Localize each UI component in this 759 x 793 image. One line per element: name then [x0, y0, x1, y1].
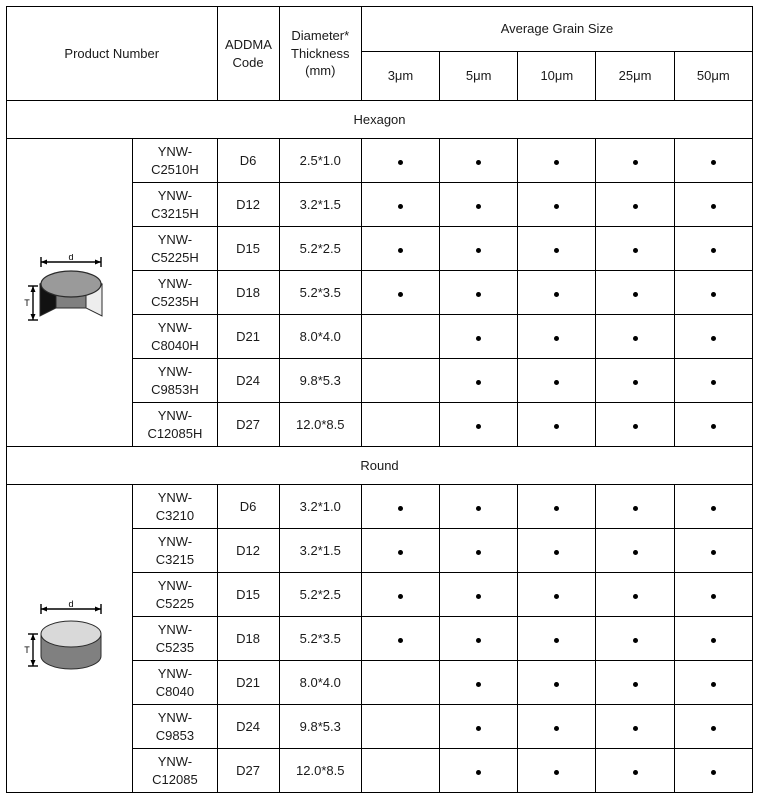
- grain-availability-25μm: [596, 271, 674, 315]
- product-number-line2: C5225: [155, 595, 195, 611]
- availability-dot: [476, 638, 481, 643]
- availability-dot: [633, 336, 638, 341]
- product-number-cell: [133, 485, 217, 529]
- product-number-cell: [133, 227, 217, 271]
- addma-code-cell: D12: [217, 183, 279, 227]
- availability-dot: [554, 770, 559, 775]
- availability-dot: [633, 638, 638, 643]
- addma-code-cell: D6: [217, 485, 279, 529]
- product-number-line1: YNW-: [157, 143, 193, 159]
- product-number-line2: C2510H: [151, 161, 199, 177]
- availability-dot: [476, 770, 481, 775]
- availability-dot: [476, 682, 481, 687]
- availability-dot: [398, 506, 403, 511]
- grain-availability-50μm: [674, 403, 752, 447]
- availability-empty: [398, 770, 403, 775]
- grain-availability-5μm: [440, 315, 518, 359]
- addma-code-cell: D15: [217, 573, 279, 617]
- header-diameter-line3: (mm): [305, 63, 336, 79]
- availability-dot: [398, 550, 403, 555]
- addma-code-cell: D12: [217, 529, 279, 573]
- availability-dot: [633, 682, 638, 687]
- diameter-thickness-cell: 5.2*3.5: [279, 617, 361, 661]
- section-header-row: [7, 101, 753, 139]
- product-number-line2: C5235H: [151, 293, 199, 309]
- product-number-line2: C5225H: [151, 249, 199, 265]
- grain-availability-10μm: [518, 661, 596, 705]
- diameter-thickness-cell: 5.2*2.5: [279, 227, 361, 271]
- product-number-cell: [133, 271, 217, 315]
- header-grain-size-10um: 10μm: [518, 52, 596, 101]
- availability-dot: [554, 594, 559, 599]
- table-body: [7, 101, 753, 793]
- grain-availability-50μm: [674, 359, 752, 403]
- addma-code-cell: D21: [217, 315, 279, 359]
- table-header: [7, 7, 753, 101]
- availability-dot: [711, 506, 716, 511]
- diameter-thickness-cell: 8.0*4.0: [279, 661, 361, 705]
- availability-empty: [398, 380, 403, 385]
- availability-dot: [633, 204, 638, 209]
- grain-availability-3μm: [361, 617, 439, 661]
- product-number-line2: C3210: [155, 507, 195, 523]
- product-number-cell: [133, 617, 217, 661]
- diameter-thickness-cell: 5.2*2.5: [279, 573, 361, 617]
- product-number-line1: YNW-: [157, 665, 193, 681]
- grain-availability-50μm: [674, 271, 752, 315]
- grain-availability-5μm: [440, 139, 518, 183]
- availability-dot: [711, 292, 716, 297]
- header-grain-size-3um: 3μm: [361, 52, 439, 101]
- product-number-line2: C8040: [155, 683, 195, 699]
- grain-availability-3μm: [361, 227, 439, 271]
- product-number-line2: C12085: [152, 771, 198, 787]
- grain-availability-3μm: [361, 705, 439, 749]
- availability-dot: [554, 424, 559, 429]
- grain-availability-5μm: [440, 403, 518, 447]
- product-number-cell: [133, 529, 217, 573]
- grain-availability-5μm: [440, 529, 518, 573]
- grain-availability-10μm: [518, 749, 596, 793]
- product-number-line2: C9853H: [151, 381, 199, 397]
- diameter-thickness-cell: 9.8*5.3: [279, 359, 361, 403]
- table-row: [7, 139, 753, 183]
- availability-dot: [476, 292, 481, 297]
- section-title-round: Round: [7, 447, 753, 485]
- availability-dot: [633, 292, 638, 297]
- product-number-cell: [133, 661, 217, 705]
- grain-availability-50μm: [674, 529, 752, 573]
- grain-availability-10μm: [518, 617, 596, 661]
- grain-availability-50μm: [674, 139, 752, 183]
- grain-availability-5μm: [440, 359, 518, 403]
- grain-availability-5μm: [440, 271, 518, 315]
- product-number-line1: YNW-: [157, 709, 193, 725]
- table-row: [7, 485, 753, 529]
- header-diameter-line1: Diameter*: [291, 28, 350, 44]
- grain-availability-5μm: [440, 705, 518, 749]
- grain-availability-25μm: [596, 227, 674, 271]
- product-number-line2: C5235: [155, 639, 195, 655]
- product-number-line1: YNW-: [157, 621, 193, 637]
- diameter-thickness-cell: 12.0*8.5: [279, 403, 361, 447]
- grain-availability-10μm: [518, 271, 596, 315]
- availability-dot: [554, 160, 559, 165]
- availability-dot: [633, 424, 638, 429]
- product-number-cell: [133, 359, 217, 403]
- availability-dot: [633, 726, 638, 731]
- availability-dot: [554, 336, 559, 341]
- grain-availability-10μm: [518, 315, 596, 359]
- svg-text:d: d: [68, 253, 74, 262]
- grain-availability-10μm: [518, 705, 596, 749]
- header-addma-code-line1: ADDMA: [224, 36, 272, 52]
- grain-availability-5μm: [440, 749, 518, 793]
- grain-availability-50μm: [674, 749, 752, 793]
- grain-availability-3μm: [361, 529, 439, 573]
- availability-dot: [711, 160, 716, 165]
- addma-code-cell: D27: [217, 403, 279, 447]
- header-addma-code: [217, 7, 279, 101]
- grain-availability-25μm: [596, 485, 674, 529]
- availability-dot: [554, 248, 559, 253]
- availability-dot: [476, 336, 481, 341]
- hexagon-prism-icon: [18, 254, 122, 332]
- addma-code-cell: D18: [217, 271, 279, 315]
- cylinder-icon: [18, 600, 122, 678]
- product-number-line1: YNW-: [157, 363, 193, 379]
- grain-availability-50μm: [674, 705, 752, 749]
- availability-dot: [398, 204, 403, 209]
- availability-dot: [554, 204, 559, 209]
- diameter-thickness-cell: 5.2*3.5: [279, 271, 361, 315]
- availability-dot: [398, 594, 403, 599]
- section-title-hexagon: Hexagon: [7, 101, 753, 139]
- grain-availability-10μm: [518, 227, 596, 271]
- availability-dot: [711, 336, 716, 341]
- diameter-thickness-cell: 3.2*1.5: [279, 183, 361, 227]
- header-diameter-thickness: [279, 7, 361, 101]
- section-header-row: [7, 447, 753, 485]
- grain-availability-3μm: [361, 315, 439, 359]
- diameter-thickness-cell: 3.2*1.0: [279, 485, 361, 529]
- availability-dot: [476, 550, 481, 555]
- availability-dot: [398, 638, 403, 643]
- availability-dot: [554, 506, 559, 511]
- addma-code-cell: D15: [217, 227, 279, 271]
- availability-dot: [633, 770, 638, 775]
- product-number-line1: YNW-: [157, 231, 193, 247]
- grain-availability-3μm: [361, 183, 439, 227]
- availability-dot: [398, 160, 403, 165]
- availability-empty: [398, 726, 403, 731]
- grain-availability-25μm: [596, 617, 674, 661]
- availability-dot: [711, 424, 716, 429]
- availability-empty: [398, 682, 403, 687]
- grain-availability-3μm: [361, 661, 439, 705]
- header-addma-code-line2: Code: [232, 54, 264, 70]
- availability-dot: [711, 638, 716, 643]
- product-number-line1: YNW-: [157, 319, 193, 335]
- availability-dot: [711, 726, 716, 731]
- availability-dot: [554, 380, 559, 385]
- product-number-line2: C12085H: [147, 425, 203, 441]
- product-number-line1: YNW-: [157, 489, 193, 505]
- addma-code-cell: D27: [217, 749, 279, 793]
- availability-dot: [711, 770, 716, 775]
- product-number-line2: C3215: [155, 551, 195, 567]
- availability-dot: [711, 550, 716, 555]
- header-diameter-line2: Thickness: [291, 45, 350, 61]
- grain-availability-25μm: [596, 139, 674, 183]
- grain-availability-50μm: [674, 485, 752, 529]
- grain-availability-3μm: [361, 271, 439, 315]
- product-number-line2: C9853: [155, 727, 195, 743]
- product-number-cell: [133, 315, 217, 359]
- header-grain-size-5um: 5μm: [440, 52, 518, 101]
- grain-availability-5μm: [440, 617, 518, 661]
- availability-dot: [476, 380, 481, 385]
- availability-dot: [554, 292, 559, 297]
- availability-dot: [476, 424, 481, 429]
- grain-availability-10μm: [518, 403, 596, 447]
- svg-text:T: T: [23, 644, 30, 655]
- diameter-thickness-cell: 12.0*8.5: [279, 749, 361, 793]
- grain-availability-10μm: [518, 359, 596, 403]
- diameter-thickness-cell: 9.8*5.3: [279, 705, 361, 749]
- product-number-line2: C8040H: [151, 337, 199, 353]
- availability-dot: [476, 248, 481, 253]
- product-number-line1: YNW-: [157, 275, 193, 291]
- product-number-line2: C3215H: [151, 205, 199, 221]
- availability-dot: [711, 594, 716, 599]
- grain-availability-50μm: [674, 661, 752, 705]
- grain-availability-25μm: [596, 315, 674, 359]
- grain-availability-3μm: [361, 485, 439, 529]
- product-number-line1: YNW-: [157, 533, 193, 549]
- grain-availability-5μm: [440, 227, 518, 271]
- availability-dot: [633, 506, 638, 511]
- grain-availability-25μm: [596, 749, 674, 793]
- availability-dot: [711, 204, 716, 209]
- diameter-thickness-cell: 8.0*4.0: [279, 315, 361, 359]
- header-product-number-line1: Product: [64, 45, 110, 61]
- header-product-number: [7, 7, 218, 101]
- grain-availability-50μm: [674, 227, 752, 271]
- header-product-number-line2: Number: [112, 45, 160, 61]
- availability-dot: [476, 160, 481, 165]
- availability-dot: [633, 550, 638, 555]
- grain-availability-10μm: [518, 139, 596, 183]
- addma-code-cell: D18: [217, 617, 279, 661]
- grain-availability-10μm: [518, 485, 596, 529]
- availability-empty: [398, 336, 403, 341]
- grain-availability-25μm: [596, 573, 674, 617]
- product-number-line1: YNW-: [157, 577, 193, 593]
- availability-dot: [476, 594, 481, 599]
- grain-availability-25μm: [596, 661, 674, 705]
- grain-availability-50μm: [674, 617, 752, 661]
- availability-dot: [633, 380, 638, 385]
- grain-availability-25μm: [596, 529, 674, 573]
- product-number-line1: YNW-: [157, 187, 193, 203]
- addma-code-cell: D24: [217, 359, 279, 403]
- grain-availability-50μm: [674, 315, 752, 359]
- grain-availability-5μm: [440, 573, 518, 617]
- availability-dot: [633, 160, 638, 165]
- diameter-thickness-cell: 3.2*1.5: [279, 529, 361, 573]
- grain-availability-5μm: [440, 183, 518, 227]
- availability-dot: [711, 682, 716, 687]
- availability-dot: [554, 726, 559, 731]
- grain-availability-50μm: [674, 573, 752, 617]
- grain-availability-10μm: [518, 183, 596, 227]
- product-number-cell: [133, 403, 217, 447]
- grain-availability-25μm: [596, 359, 674, 403]
- shape-illustration-hexagon: [7, 139, 133, 447]
- header-average-grain-size: Average Grain Size: [361, 7, 752, 52]
- availability-dot: [711, 248, 716, 253]
- availability-dot: [554, 550, 559, 555]
- grain-availability-10μm: [518, 529, 596, 573]
- header-grain-size-25um: 25μm: [596, 52, 674, 101]
- grain-availability-3μm: [361, 403, 439, 447]
- grain-availability-5μm: [440, 485, 518, 529]
- grain-availability-3μm: [361, 359, 439, 403]
- availability-dot: [398, 248, 403, 253]
- svg-text:T: T: [23, 297, 30, 308]
- shape-illustration-round: [7, 485, 133, 793]
- product-number-line1: YNW-: [157, 753, 193, 769]
- grain-availability-25μm: [596, 183, 674, 227]
- product-number-line1: YNW-: [157, 407, 193, 423]
- grain-availability-50μm: [674, 183, 752, 227]
- grain-availability-3μm: [361, 573, 439, 617]
- availability-dot: [633, 248, 638, 253]
- availability-dot: [476, 726, 481, 731]
- product-number-cell: [133, 183, 217, 227]
- product-number-cell: [133, 749, 217, 793]
- grain-availability-25μm: [596, 403, 674, 447]
- grain-availability-25μm: [596, 705, 674, 749]
- availability-dot: [554, 682, 559, 687]
- product-number-cell: [133, 573, 217, 617]
- availability-dot: [554, 638, 559, 643]
- grain-availability-3μm: [361, 749, 439, 793]
- addma-code-cell: D6: [217, 139, 279, 183]
- grain-availability-5μm: [440, 661, 518, 705]
- grain-availability-10μm: [518, 573, 596, 617]
- svg-text:d: d: [68, 599, 74, 609]
- header-grain-size-50um: 50μm: [674, 52, 752, 101]
- availability-dot: [398, 292, 403, 297]
- product-number-cell: [133, 705, 217, 749]
- grain-availability-3μm: [361, 139, 439, 183]
- availability-dot: [476, 204, 481, 209]
- availability-dot: [633, 594, 638, 599]
- product-specification-table: [6, 6, 753, 793]
- addma-code-cell: D24: [217, 705, 279, 749]
- availability-dot: [476, 506, 481, 511]
- addma-code-cell: D21: [217, 661, 279, 705]
- diameter-thickness-cell: 2.5*1.0: [279, 139, 361, 183]
- availability-dot: [711, 380, 716, 385]
- product-number-cell: [133, 139, 217, 183]
- availability-empty: [398, 424, 403, 429]
